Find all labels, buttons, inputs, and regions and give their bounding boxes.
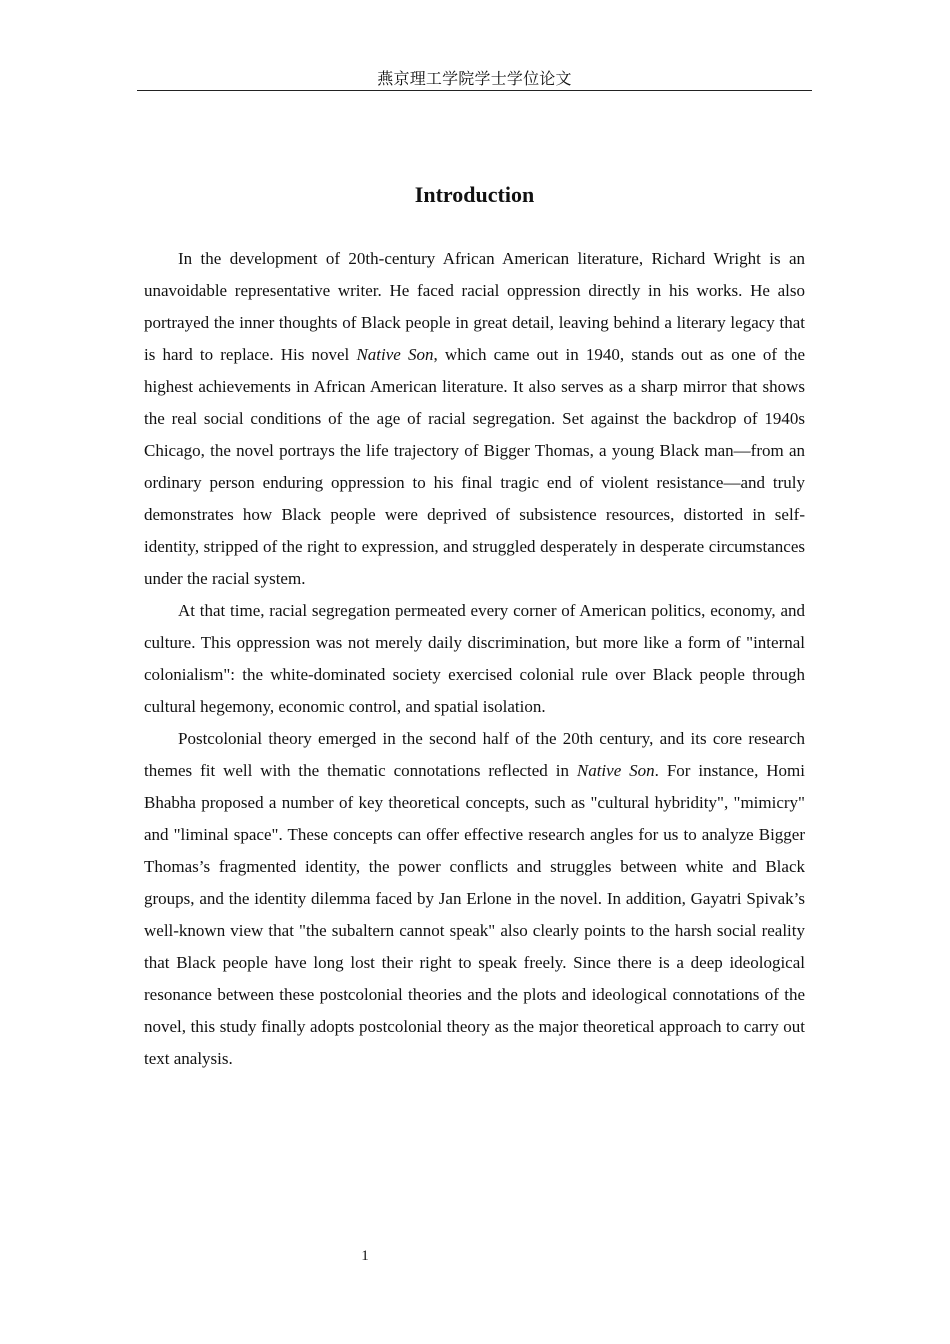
running-header: 燕京理工学院学士学位论文 — [377, 71, 572, 88]
document-body — [144, 243, 805, 1075]
paragraph-3-text-before: Postcolonial theory emerged in the second half of the 20th century, and its core research themes fit well with the thematic connotations reflected in — [144, 729, 805, 780]
paragraph-1-text-after: , which came out in 1940, stands out as one of the highest achievements in African American literature. It also serves as a sharp mirror that shows the real social conditions of the age of racial segregation. Set against the backdrop of 1940s Chicago, the novel portrays the life trajectory of Bigger Thomas, a young Black man—from an ordinary person enduring oppression to his final tragic end of violent resistance—and truly demonstrates how Black people were deprived of subsistence resources, distorted in self-identity, stripped of the right to expression, and struggled desperately in desperate circumstances under the racial system. — [144, 345, 805, 588]
header-rule — [137, 90, 812, 91]
paragraph-3-novel-title: Native Son — [576, 761, 655, 780]
page-number: 1 — [361, 1248, 369, 1264]
paragraph-3 — [144, 723, 805, 1075]
paragraph-1-novel-title: Native Son — [356, 345, 434, 364]
paragraph-3-text-after: . For instance, Homi Bhabha proposed a number of key theoretical concepts, such as "cultural hybridity", "mimicry" and "liminal space". These concepts can offer effective research angles for us to analyze Bigger Thomas’s fragmented identity, the power conflicts and struggles between white and Black groups, and the identity dilemma faced by Jan Erlone in the novel. In addition, Gayatri Spivak’s well-known view that "the subaltern cannot speak" also clearly points to the harsh social reality that Black people have long lost their right to speak freely. Since there is a deep ideological resonance between these postcolonial theories and the plots and ideological connotations of the novel, this study finally adopts postcolonial theory as the major theoretical approach to carry out text analysis. — [144, 761, 805, 1068]
paragraph-1 — [144, 243, 805, 595]
section-title: Introduction — [414, 182, 535, 207]
paragraph-1-text-before: In the development of 20th-century African American literature, Richard Wright is an unavoidable representative writer. He faced racial oppression directly in his works. He also portrayed the inner thoughts of Black people in great detail, leaving behind a literary legacy that is hard to replace. His novel — [144, 249, 805, 364]
paragraph-2: At that time, racial segregation permeated every corner of American politics, economy, and culture. This oppression was not merely daily discrimination, but more like a form of "internal colonialism": the white-dominated society exercised colonial rule over Black people through cultural hegemony, economic control, and spatial isolation. — [144, 601, 805, 716]
